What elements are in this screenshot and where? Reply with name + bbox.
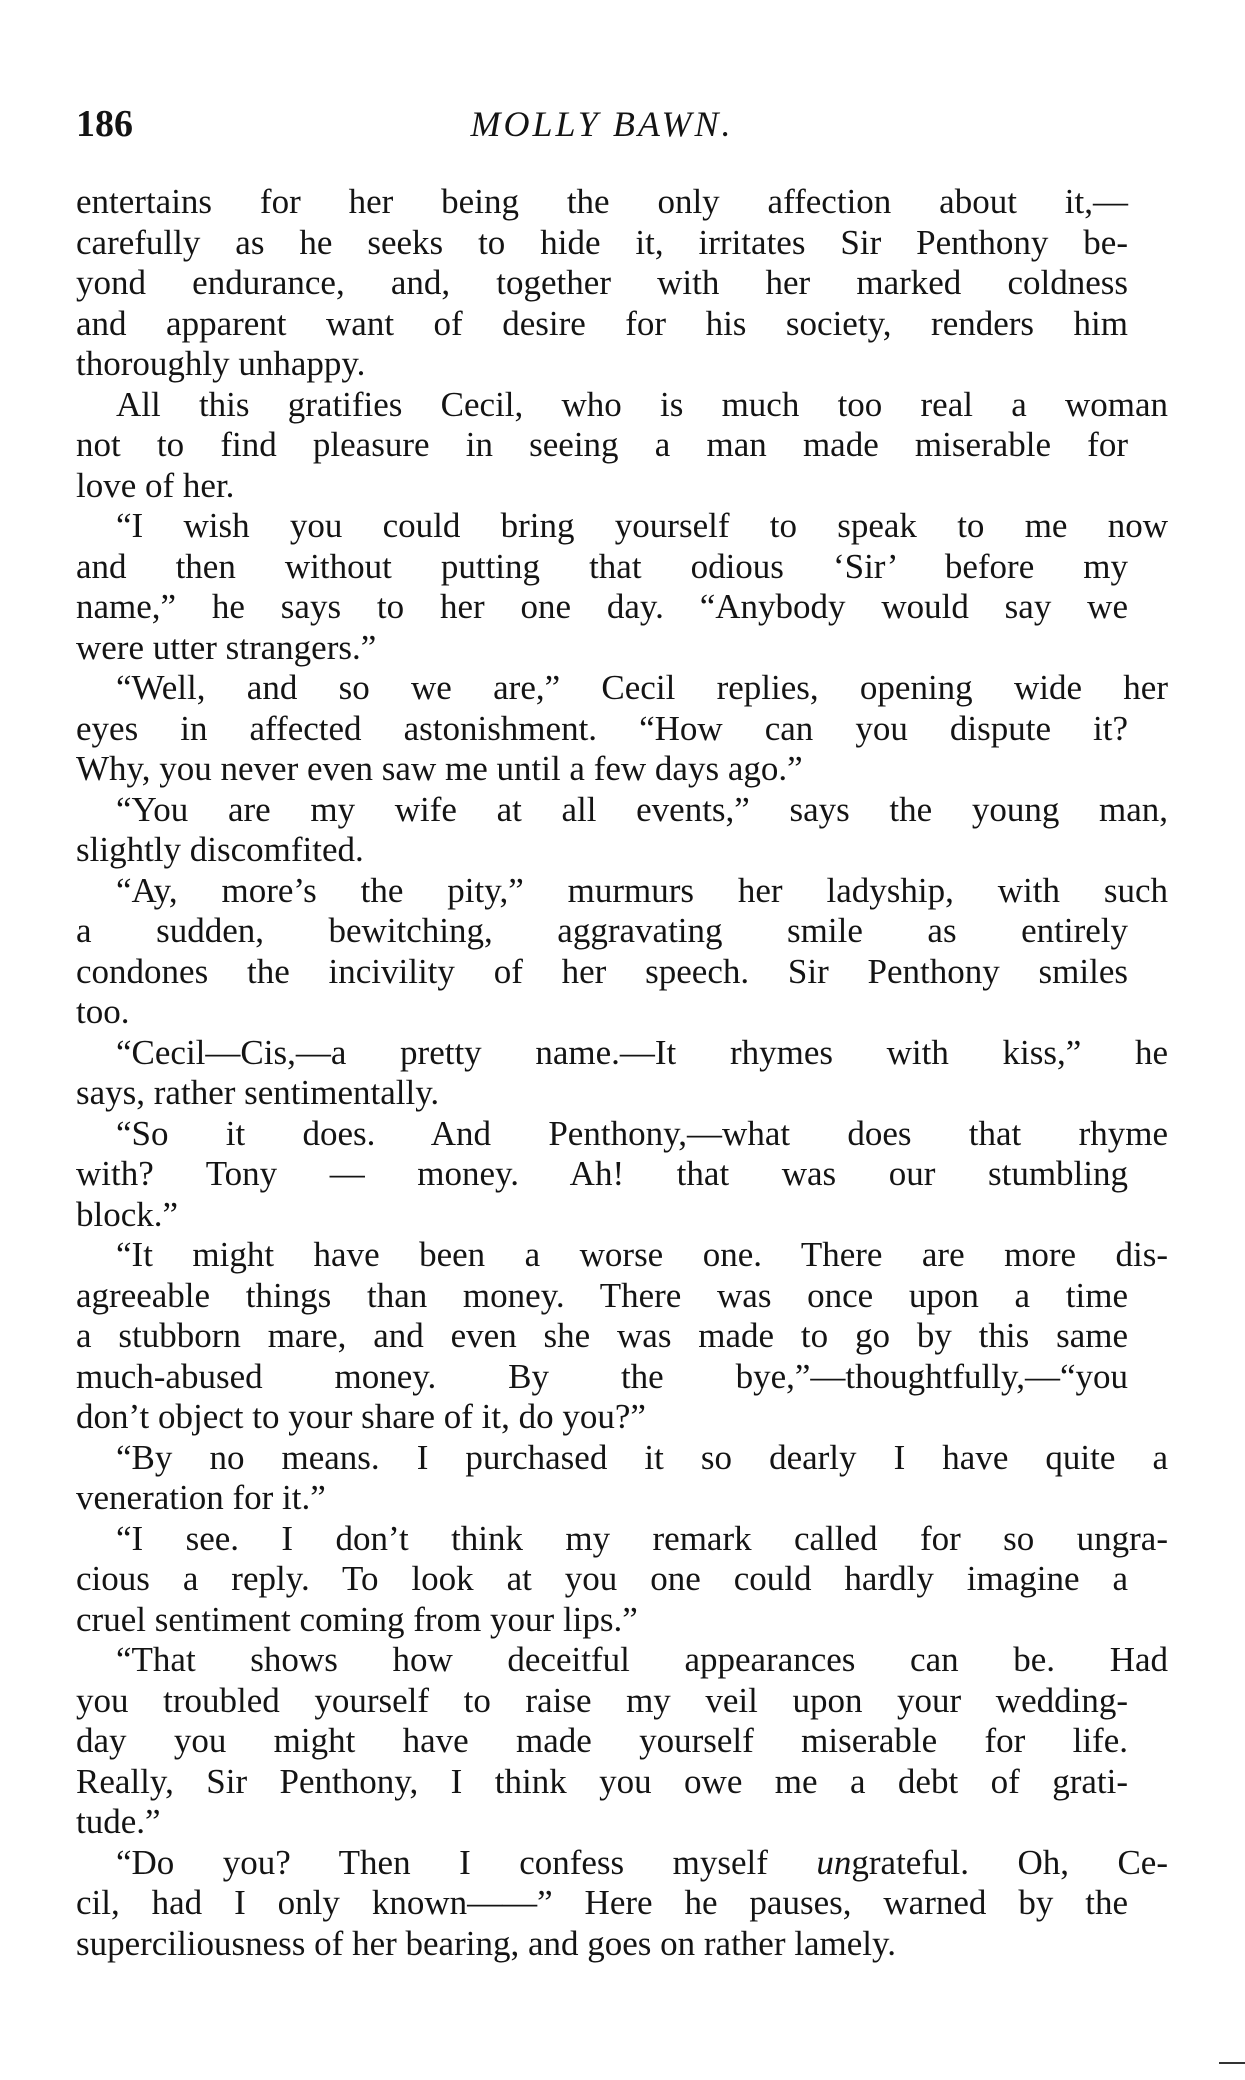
text-segment: grateful. Oh, Ce- <box>851 1842 1168 1882</box>
text-line: yond endurance, and, together with her marked coldness <box>76 263 1128 302</box>
text-line: a sudden, bewitching, aggravating smile as entirely <box>76 911 1128 950</box>
text-line: block.” <box>76 1194 179 1234</box>
text-line <box>76 1843 1168 1884</box>
text-line: were utter strangers.” <box>76 627 377 667</box>
text-line: cious a reply. To look at you one could hardly imagine a <box>76 1559 1128 1598</box>
text-line: All this gratifies Cecil, who is much too real a woman <box>116 384 1168 424</box>
text-line: and apparent want of desire for his society, renders him <box>76 303 1128 343</box>
text-line: “Ay, more’s the pity,” murmurs her ladyship, with such <box>116 870 1168 910</box>
text-line: eyes in affected astonishment. “How can you dispute it? <box>76 708 1128 748</box>
text-line: love of her. <box>76 465 235 505</box>
text-line: superciliousness of her bearing, and goes on rather lamely. <box>76 1923 896 1963</box>
running-title: MOLLY BAWN. <box>470 104 734 144</box>
text-line: Really, Sir Penthony, I think you owe me a debt of grati- <box>76 1761 1128 1801</box>
text-segment: “Do you? Then I confess myself <box>116 1842 817 1882</box>
text-line: “Cecil—Cis,—a pretty name.—It rhymes with kiss,” he <box>116 1032 1168 1072</box>
text-line: “It might have been a worse one. There are more dis- <box>116 1235 1168 1274</box>
text-line: day you might have made yourself miserable for life. <box>76 1721 1128 1760</box>
text-line: name,” he says to her one day. “Anybody would say we <box>76 587 1128 626</box>
text-line: not to find pleasure in seeing a man made miserable for <box>76 425 1128 464</box>
body-text <box>76 182 1168 1964</box>
text-line: carefully as he seeks to hide it, irritates Sir Penthony be- <box>76 222 1128 262</box>
text-line: you troubled yourself to raise my veil upon your wedding- <box>76 1680 1128 1720</box>
text-line: and then without putting that odious ‘Sir’ before my <box>76 546 1128 586</box>
text-line: “I wish you could bring yourself to speak to me now <box>116 506 1168 545</box>
text-line: too. <box>76 992 130 1031</box>
text-line: thoroughly unhappy. <box>76 344 366 383</box>
text-line: slightly discomfited. <box>76 830 364 869</box>
text-line: “That shows how deceitful appearances can be. Had <box>116 1640 1168 1679</box>
text-line: “You are my wife at all events,” says the young man, <box>116 789 1168 829</box>
text-line: “I see. I don’t think my remark called for so ungra- <box>116 1518 1168 1558</box>
text-line: agreeable things than money. There was once upon a time <box>76 1275 1128 1315</box>
text-line: tude.” <box>76 1802 161 1841</box>
text-line: cil, had I only known——” Here he pauses, warned by the <box>76 1883 1128 1922</box>
text-line: with? Tony — money. Ah! that was our stumbling <box>76 1154 1128 1193</box>
text-line: much-abused money. By the bye,”—thoughtfully,—“you <box>76 1356 1128 1396</box>
text-line: cruel sentiment coming from your lips.” <box>76 1599 638 1639</box>
text-line: says, rather sentimentally. <box>76 1073 440 1112</box>
italic-emphasis: un <box>816 1842 852 1882</box>
text-line: entertains for her being the only affection about it,— <box>76 182 1128 221</box>
text-line: Why, you never even saw me until a few days ago.” <box>76 749 803 788</box>
text-line: condones the incivility of her speech. Sir Penthony smiles <box>76 951 1128 991</box>
text-line: don’t object to your share of it, do you?” <box>76 1397 646 1436</box>
text-line: a stubborn mare, and even she was made to go by this same <box>76 1316 1128 1355</box>
page-number: 186 <box>76 103 133 145</box>
page-edge-mark <box>1219 2062 1245 2064</box>
text-line: “Well, and so we are,” Cecil replies, opening wide her <box>116 668 1168 707</box>
text-line: “By no means. I purchased it so dearly I have quite a <box>116 1437 1168 1477</box>
page-header <box>76 96 1128 152</box>
text-line: “So it does. And Penthony,—what does that rhyme <box>116 1113 1168 1153</box>
text-line: veneration for it.” <box>76 1478 326 1517</box>
